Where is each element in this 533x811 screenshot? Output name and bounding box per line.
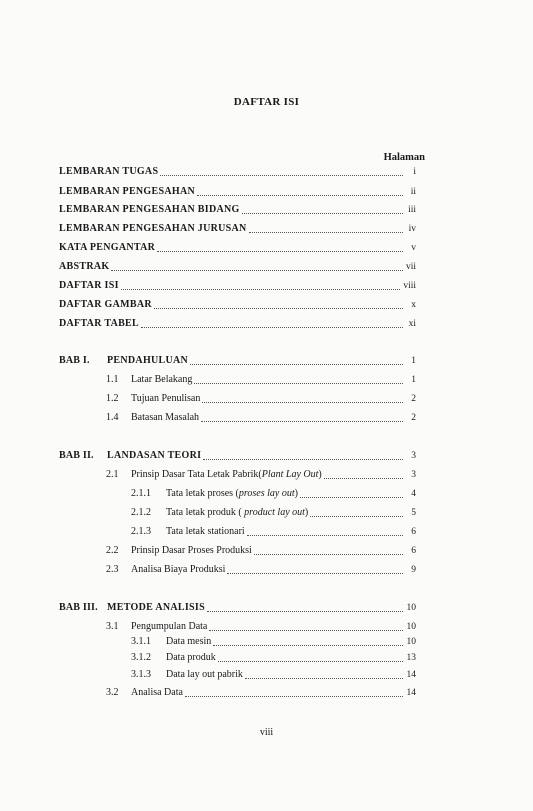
toc-entry-label: DAFTAR TABEL	[59, 318, 140, 329]
section-entry	[131, 374, 416, 386]
toc-entry-page: 4	[411, 489, 416, 499]
dot-leader	[310, 516, 403, 517]
chapter-number: BAB III.	[59, 602, 98, 613]
toc-entry-page: vii	[405, 262, 416, 272]
subsection-entry	[166, 652, 416, 664]
toc-entry-page: x	[411, 300, 416, 310]
section-number: 3.1.3	[131, 669, 151, 680]
toc-entry-label: DAFTAR ISI	[59, 280, 119, 291]
toc-entry-page: 14	[406, 670, 416, 680]
toc-entry-label: KATA PENGANTAR	[59, 242, 156, 253]
dot-leader	[227, 573, 403, 574]
section-entry	[131, 412, 416, 424]
toc-entry-label: Prinsip Dasar Proses Produksi	[131, 545, 252, 556]
section-entry	[131, 564, 416, 576]
toc-entry-page: v	[411, 243, 416, 253]
toc-entry-page: 10	[406, 603, 416, 613]
dot-leader	[185, 696, 403, 697]
section-entry	[131, 687, 416, 699]
section-entry	[131, 621, 416, 633]
dot-leader	[194, 383, 403, 384]
section-number: 3.1	[106, 621, 119, 632]
chapter-number: BAB I.	[59, 355, 90, 366]
toc-entry-page: iv	[408, 224, 416, 234]
toc-entry-page: 3	[411, 470, 416, 480]
dot-leader	[300, 497, 403, 498]
section-number: 3.1.2	[131, 652, 151, 663]
dot-leader	[254, 554, 403, 555]
toc-entry-label: Data mesin	[166, 636, 212, 647]
front-matter-entry	[59, 242, 416, 254]
chapter-number: BAB II.	[59, 450, 94, 461]
dot-leader	[111, 270, 403, 271]
section-entry	[131, 545, 416, 557]
toc-entry-page: 3	[411, 451, 416, 461]
toc-entry-page: i	[413, 167, 416, 177]
dot-leader	[201, 421, 403, 422]
chapter-entry	[107, 355, 416, 367]
toc-entry-page: 10	[406, 622, 416, 632]
toc-entry-page: xi	[408, 319, 416, 329]
dot-leader	[197, 195, 403, 196]
toc-entry-label: LANDASAN TEORI	[107, 450, 202, 461]
section-entry	[131, 469, 416, 481]
toc-entry-page: 2	[411, 394, 416, 404]
toc-entry-label: LEMBARAN PENGESAHAN	[59, 186, 195, 197]
section-number: 1.1	[106, 374, 119, 385]
dot-leader	[249, 232, 403, 233]
toc-entry-page: 1	[411, 375, 416, 385]
toc-entry-page: 6	[411, 527, 416, 537]
dot-leader	[247, 535, 403, 536]
section-number: 2.1.3	[131, 526, 151, 537]
toc-entry-page: 10	[406, 637, 416, 647]
toc-entry-page: viii	[403, 281, 416, 291]
section-number: 2.2	[106, 545, 119, 556]
chapter-entry	[107, 602, 416, 614]
toc-entry-label: Tata letak proses (proses lay out)	[166, 488, 298, 499]
dot-leader	[242, 213, 403, 214]
toc-entry-label: LEMBARAN PENGESAHAN JURUSAN	[59, 223, 247, 234]
section-number: 2.1	[106, 469, 119, 480]
front-matter-entry	[59, 166, 416, 178]
toc-entry-label: METODE ANALISIS	[107, 602, 205, 613]
toc-entry-page: 13	[406, 653, 416, 663]
dot-leader	[160, 175, 403, 176]
subsection-entry	[166, 488, 416, 500]
toc-entry-page: 1	[411, 356, 416, 366]
dot-leader	[324, 478, 403, 479]
dot-leader	[190, 364, 403, 365]
toc-entry-label: Batasan Masalah	[131, 412, 200, 423]
front-matter-entry	[59, 186, 416, 198]
toc-entry-label: LEMBARAN PENGESAHAN BIDANG	[59, 204, 240, 215]
toc-entry-label: Analisa Data	[131, 687, 183, 698]
toc-entry-label: Data lay out pabrik	[166, 669, 243, 680]
page-number-footer: viii	[259, 727, 274, 738]
subsection-entry	[166, 507, 416, 519]
section-number: 2.3	[106, 564, 119, 575]
front-matter-entry	[59, 299, 416, 311]
toc-entry-label: Prinsip Dasar Tata Letak Pabrik(Plant Lay Out)	[131, 469, 322, 480]
toc-entry-label: DAFTAR GAMBAR	[59, 299, 152, 310]
toc-entry-page: 14	[406, 688, 416, 698]
toc-entry-page: 2	[411, 413, 416, 423]
dot-leader	[157, 251, 403, 252]
toc-entry-page: 6	[411, 546, 416, 556]
toc-entry-page: iii	[408, 205, 416, 215]
dot-leader	[207, 611, 403, 612]
front-matter-entry	[59, 204, 416, 216]
toc-entry-label: Tujuan Penulisan	[131, 393, 201, 404]
toc-entry-page: ii	[410, 187, 416, 197]
toc-entry-label: Analisa Biaya Produksi	[131, 564, 226, 575]
chapter-entry	[107, 450, 416, 462]
section-number: 3.2	[106, 687, 119, 698]
subsection-entry	[166, 636, 416, 648]
section-number: 1.4	[106, 412, 119, 423]
section-number: 2.1.1	[131, 488, 151, 499]
section-number: 1.2	[106, 393, 119, 404]
toc-entry-label: Tata letak produk ( product lay out)	[166, 507, 309, 518]
toc-entry-label: Pengumpulan Data	[131, 621, 208, 632]
toc-entry-page: 5	[411, 508, 416, 518]
toc-entry-label: Tata letak stationari	[166, 526, 245, 537]
dot-leader	[121, 289, 401, 290]
section-number: 2.1.2	[131, 507, 151, 518]
toc-entry-label: PENDAHULUAN	[107, 355, 189, 366]
subsection-entry	[166, 526, 416, 538]
section-number: 3.1.1	[131, 636, 151, 647]
section-entry	[131, 393, 416, 405]
toc-entry-label: Latar Belakang	[131, 374, 193, 385]
dot-leader	[154, 308, 403, 309]
toc-entry-label: Data produk	[166, 652, 216, 663]
dot-leader	[203, 459, 403, 460]
front-matter-entry	[59, 223, 416, 235]
toc-entry-label: ABSTRAK	[59, 261, 110, 272]
page-title: DAFTAR ISI	[233, 96, 300, 108]
dot-leader	[213, 645, 403, 646]
halaman-header: Halaman	[383, 152, 425, 163]
dot-leader	[141, 327, 403, 328]
toc-entry-label: LEMBARAN TUGAS	[59, 166, 159, 177]
subsection-entry	[166, 669, 416, 681]
front-matter-entry	[59, 280, 416, 292]
front-matter-entry	[59, 318, 416, 330]
toc-entry-page: 9	[411, 565, 416, 575]
dot-leader	[218, 661, 403, 662]
front-matter-entry	[59, 261, 416, 273]
dot-leader	[245, 678, 403, 679]
dot-leader	[209, 630, 403, 631]
dot-leader	[202, 402, 403, 403]
